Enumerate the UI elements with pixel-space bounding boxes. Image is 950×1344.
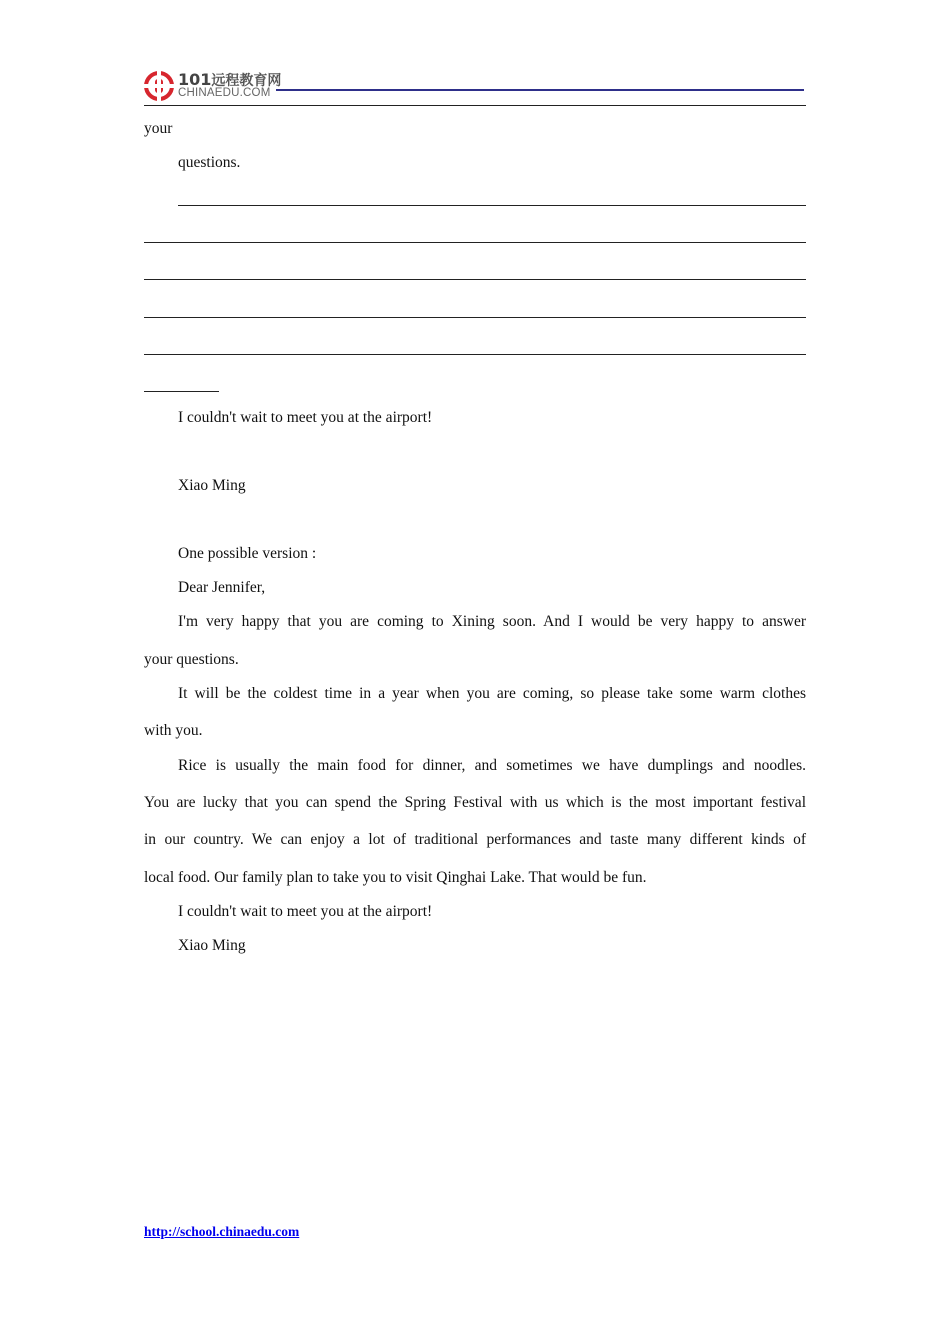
paragraph-line: in our country. We can enjoy a lot of traditional performances and taste many different kinds of [144,831,806,848]
paragraph-line: Rice is usually the main food for dinner, and sometimes we have dumplings and noodles. [178,757,806,774]
blank-answer-line [144,242,806,243]
signature: Xiao Ming [178,937,246,954]
text-line: your [144,120,173,137]
footer-link[interactable]: http://school.chinaedu.com [144,1224,300,1239]
paragraph-line: It will be the coldest time in a year when you are coming, so please take some warm clothes [178,685,806,702]
paragraph-line: local food. Our family plan to take you to visit Qinghai Lake. That would be fun. [144,869,647,886]
logo-emblem-icon [144,71,174,101]
blank-answer-line [144,279,806,280]
header-rule-blue [276,89,804,91]
blank-answer-line [144,391,219,392]
paragraph-line: your questions. [144,651,239,668]
closing-line: I couldn't wait to meet you at the airport! [178,409,433,426]
greeting: Dear Jennifer, [178,579,266,596]
chinaedu-logo [144,68,282,104]
header-rule [144,105,806,106]
signature: Xiao Ming [178,477,246,494]
text-line: questions. [178,154,241,171]
page-header [144,68,806,108]
paragraph-line: You are lucky that you can spend the Spring Festival with us which is the most important festival [144,794,806,811]
version-label: One possible version : [178,545,317,562]
paragraph-line: I'm very happy that you are coming to Xining soon. And I would be very happy to answer [178,613,806,630]
page-footer [144,1224,299,1240]
blank-answer-line [144,317,806,318]
paragraph-line: with you. [144,722,203,739]
closing-line: I couldn't wait to meet you at the airport! [178,903,433,920]
logo-english-text: CHINAEDU.COM [178,87,271,99]
logo-chinese-text: 101远程教育网 [178,70,282,89]
blank-answer-line [144,354,806,355]
blank-answer-line [178,205,806,206]
